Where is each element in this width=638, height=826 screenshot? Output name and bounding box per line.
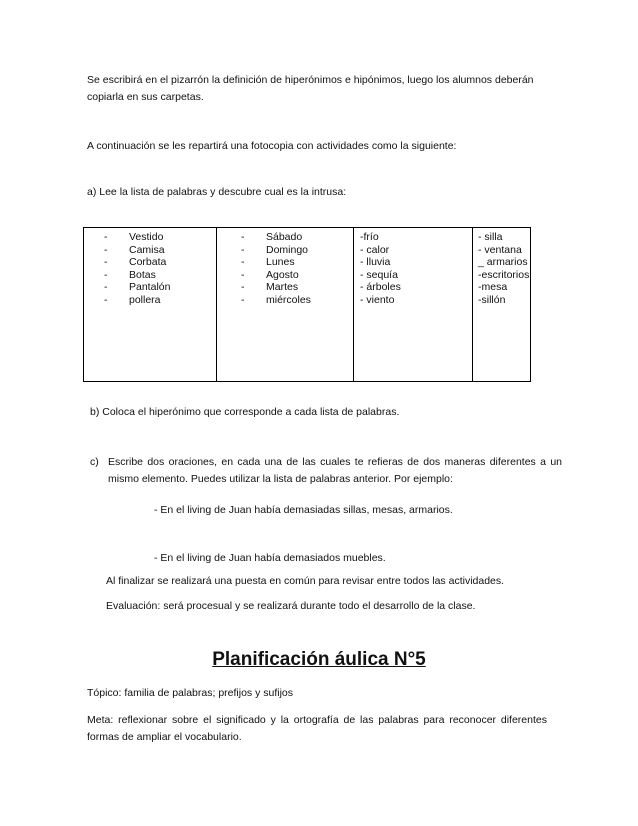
word-item: - Agosto (241, 268, 299, 281)
word-item: - Pantalón (104, 281, 171, 293)
evaluation-paragraph: Evaluación: será procesual y se realizará durante todo el desarrollo de la clase. (106, 600, 476, 612)
activity-c-text: Escribe dos oraciones, en cada una de las cuales te refieras de dos maneras diferentes a un mismo elemento. Puedes utilizar la lista de palabras anterior. Por ejemplo: (108, 456, 562, 485)
word-item: - pollera (104, 293, 161, 306)
word-item: -mesa (478, 281, 508, 293)
word-item: - Corbata (104, 256, 167, 268)
word-item: - viento (360, 293, 395, 306)
word-item: - calor (360, 243, 390, 256)
word-item: - Domingo (241, 243, 309, 256)
word-column-3 (354, 228, 473, 382)
topic-line: Tópico: familia de palabras; prefijos y sufijos (87, 687, 294, 699)
word-item: -escritorios (478, 268, 530, 281)
word-item: -sillón (478, 293, 506, 306)
word-column-1 (84, 228, 217, 382)
activity-c (90, 454, 562, 488)
word-item: - Martes (241, 281, 299, 293)
word-item: - Camisa (104, 243, 165, 256)
word-item: _ armarios (478, 256, 528, 268)
word-item: - ventana (478, 243, 522, 256)
word-column-2 (217, 228, 354, 382)
word-column-4 (473, 228, 531, 382)
word-item: - silla (478, 231, 503, 243)
word-item: -frío (360, 231, 379, 243)
word-list-table (83, 227, 531, 382)
activity-b-heading: b) Coloca el hiperónimo que corresponde a cada lista de palabras. (90, 406, 400, 418)
word-item: - Vestido (104, 231, 164, 243)
goal-paragraph: Meta: reflexionar sobre el significado y la ortografía de las palabras para reconocer diferentes formas de ampliar el vocabulario. (87, 714, 547, 743)
word-item: - lluvia (360, 256, 391, 268)
word-item: - sequía (360, 268, 398, 281)
intro-paragraph: Se escribirá en el pizarrón la definición de hiperónimos e hipónimos, luego los alumnos deberán copiarla en sus carpetas. (87, 74, 534, 103)
section-title-text: Planificación áulica N°5 (212, 649, 426, 670)
activity-c-label: c) (90, 456, 99, 468)
word-item: - Lunes (241, 256, 295, 268)
section-title (0, 648, 638, 672)
instructions-paragraph: A continuación se les repartirá una fotocopia con actividades como la siguiente: (87, 140, 457, 152)
example-sentence-2: - En el living de Juan había demasiados muebles. (154, 552, 386, 564)
word-item: - árboles (360, 281, 401, 293)
word-item: - miércoles (241, 293, 311, 306)
word-item: - Botas (104, 268, 156, 281)
activity-a-heading: a) Lee la lista de palabras y descubre cual es la intrusa: (87, 186, 347, 198)
example-sentence-1: - En el living de Juan había demasiadas sillas, mesas, armarios. (154, 504, 453, 516)
closing-paragraph: Al finalizar se realizará una puesta en común para revisar entre todos las actividades. (106, 575, 505, 587)
word-item: - Sábado (241, 231, 303, 243)
